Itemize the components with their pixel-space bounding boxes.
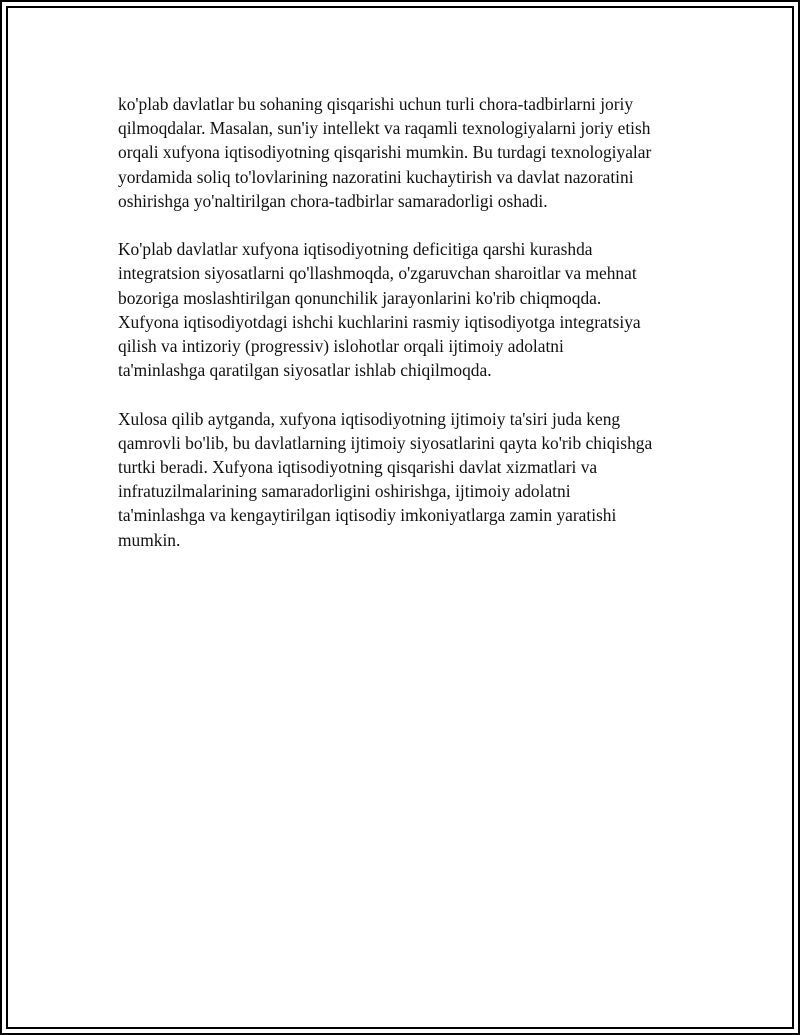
text-line: qilish va intizoriy (progressiv) islohotlar orqali ijtimoiy adolatni — [118, 336, 564, 357]
text-line: ta'minlashga va kengaytirilgan iqtisodiy imkoniyatlarga zamin yaratishi — [118, 505, 617, 526]
text-line: integratsion siyosatlarni qo'llashmoqda, o'zgaruvchan sharoitlar va mehnat — [118, 263, 637, 284]
text-line: qilmoqdalar. Masalan, sun'iy intellekt va raqamli texnologiyalarni joriy etish — [118, 118, 651, 139]
text-line: infratuzilmalarining samaradorligini oshirishga, ijtimoiy adolatni — [118, 481, 571, 502]
paragraph-2 — [118, 237, 698, 382]
text-line: qamrovli bo'lib, bu davlatlarning ijtimoiy siyosatlarini qayta ko'rib chiqishga — [118, 432, 653, 453]
paragraph-3 — [118, 407, 698, 552]
text-line: oshirishga yo'naltirilgan chora-tadbirlar samaradorligi oshadi. — [118, 190, 548, 211]
text-line: bozoriga moslashtirilgan qonunchilik jarayonlarini ko'rib chiqmoqda. — [118, 287, 602, 308]
text-line: ta'minlashga qaratilgan siyosatlar ishlab chiqilmoqda. — [118, 360, 492, 381]
text-line: ko'plab davlatlar bu sohaning qisqarishi uchun turli chora-tadbirlarni joriy — [118, 94, 634, 114]
paragraph-1 — [118, 92, 698, 213]
text-line: Ko'plab davlatlar xufyona iqtisodiyotning deficitiga qarshi kurashda — [118, 239, 593, 260]
text-line: Xufyona iqtisodiyotdagi ishchi kuchlarini rasmiy iqtisodiyotga integratsiya — [118, 311, 641, 332]
text-line: orqali xufyona iqtisodiyotning qisqarishi mumkin. Bu turdagi texnologiyalar — [118, 142, 652, 163]
text-line: yordamida soliq to'lovlarining nazoratini kuchaytirish va davlat nazoratini — [118, 166, 634, 187]
text-line: Xulosa qilib aytganda, xufyona iqtisodiyotning ijtimoiy ta'siri juda keng — [118, 408, 621, 429]
text-line: turtki beradi. Xufyona iqtisodiyotning qisqarishi davlat xizmatlari va — [118, 457, 598, 478]
document-body — [118, 92, 698, 576]
text-line: mumkin. — [118, 529, 181, 550]
